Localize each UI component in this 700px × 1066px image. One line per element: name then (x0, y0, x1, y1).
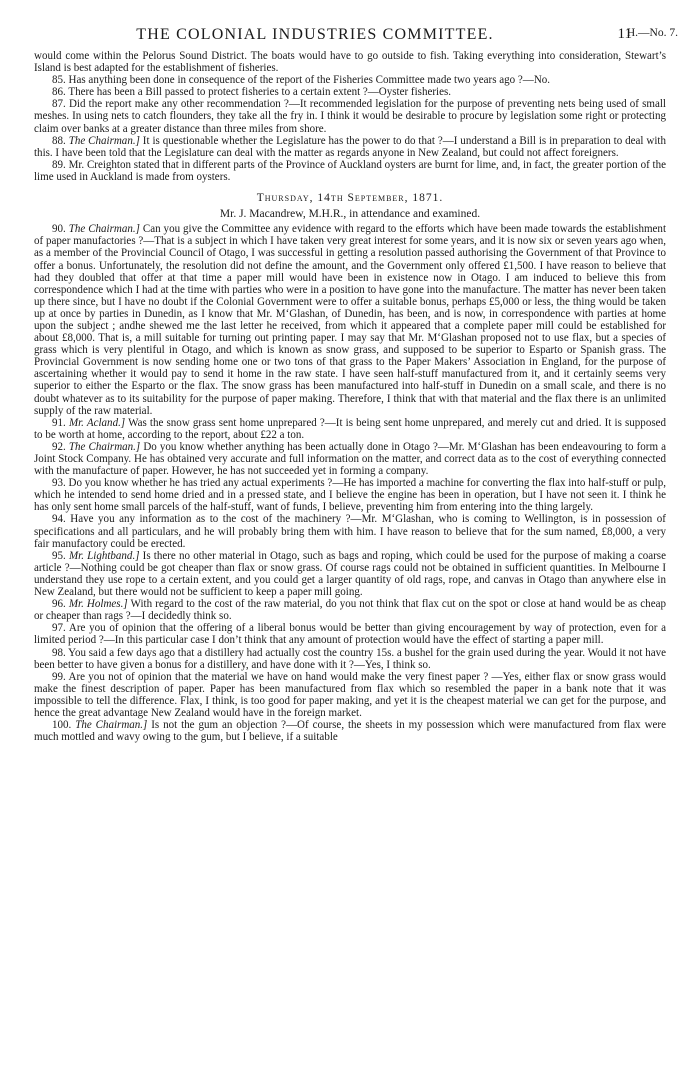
question-number: 94. (52, 513, 66, 526)
paragraph-text: Are you of opinion that the offering of a liberal bonus would be better than giving encouragement by way of protection, even for a limited period ?—In this particular case I don’t think that any amount of protection would have the effect of starting a paper mill. (34, 622, 666, 647)
paragraph-text: Has anything been done in consequence of the report of the Fisheries Committee made two years ago ?—No. (68, 74, 551, 87)
date-heading-text: Thursday, 14th September, 1871. (256, 192, 444, 205)
question-paragraph (34, 598, 666, 622)
paragraph-text: It is questionable whether the Legislature has the power to do that ?—I understand a Bill is in preparation to deal with this. I have been told that the Legislature can deal with the matter as regards anyone in New Zealand, but could not affect foreigners. (34, 134, 666, 159)
speaker-name: The Chairman.] (68, 134, 140, 147)
paragraph-text: Can you give the Committee any evidence with regard to the efforts which have been made towards the establishment of paper manufactories ?—That is a subject in which I have taken very great interest for some years, and it is now six or seven years ago when, as a member of the Provincial Council of Otago, I was successful in getting a resolution passed authorising the Government of that Province to offer a bonus. Unfortunately, the resolution did not define the amount, and the Government only offered £1,500. I have reason to believe that had they doubled that offer at that time a paper mill would have been in existence now in Otago. I am induced to believe this from correspondence which I had at the time with parties who were in a position to have gone into the manufacture. The matter has never been taken up there since, but I have no doubt if the Colonial Government were to offer a suitable bonus, perhaps £5,000 or less, the thing would be taken up at once by parties in Dunedin, as I know that Mr. M‘Glashan, of Dunedin, has been, and is now, in correspondence with parties at home upon the subject ; andhe shewed me the last letter he received, from which it appeared that a complete paper mill could be established for about £8,000. That is, a mill suitable for turning out printing paper. I may say that Mr. M‘Glashan proposed not to use flax, but a species of grass which is very plentiful in Otago, and which is known as snow grass, and supposed to be superior to Esparto or Spanish grass. The Provincial Government is now sending home one or two tons of that grass to the Paper Makers’ Association in England, for the purpose of ascertaining whether it would pay to send it home in the raw state. I have seen half-stuff manufactured from it, and it certainly seems very superior to either the Esparto or the flax. The snow grass has been manufactured into half-stuff in Dunedin on a small scale, and there is no doubt whatever as to its suitability for the purpose of paper making. Therefore, I think that with that material and the flax there is an unlimited supply of the raw material. (34, 223, 667, 417)
question-paragraph (34, 647, 666, 671)
question-paragraph (34, 671, 666, 719)
question-paragraph (34, 417, 666, 441)
paragraph-text: Is there no other material in Otago, such as bags and roping, which could be used for the purpose of making a coarse article ?—Nothing could be got cheaper than flax or snow grass. Of course rags could not be obtained in sufficient quantities. In Melbourne I understand they use rope to a certain extent, and you could get a larger quantity of old rags, rope, and canvas in Otago than anywhere else in New Zealand, but there would not be sufficient to keep a paper mill going. (34, 549, 666, 599)
speaker-name: Mr. Holmes.] (68, 598, 128, 611)
question-paragraph (34, 550, 666, 598)
speaker-name: Mr. Lightband.] (68, 549, 140, 562)
question-number: 89. (52, 158, 66, 171)
paragraphs-after (34, 223, 666, 743)
speaker-name: The Chairman.] (75, 719, 148, 732)
paragraph-text: With regard to the cost of the raw material, do you not think that flax cut on the spot or close at hand would be as cheap or cheaper than rags ?—I decidedly think so. (34, 598, 666, 623)
question-paragraph (34, 441, 666, 477)
paragraph-text: Are you not of opinion that the material we have on hand would make the very finest paper ? —Yes, either flax or snow grass would make the finest description of paper. Paper has been manufactured from flax which so resembled the paper in a bank note that it was impossible to tell the difference. Flax, I think, is too good for paper making, and yet it is the cheapest material we can get for the purpose, and hence the great advantage New Zealand would have in the foreign market. (34, 670, 666, 719)
paragraph-text: You said a few days ago that a distillery had actually cost the country 15s. a bushel for the grain used during the year. Would it not have been better to have given a bonus for a distillery, and have done with it ?—Yes, I think so. (34, 646, 666, 671)
document-reference: H.—No. 7. (626, 27, 678, 39)
question-number: 91. (52, 416, 66, 429)
document-page (34, 20, 678, 744)
witness-line: Mr. J. Macandrew, M.H.R., in attendance and examined. (219, 208, 481, 221)
paragraph-text: Was the snow grass sent home unprepared ?—It is being sent home unprepared, and merely cut and dried. It is supposed to be worth at home, according to the report, about £22 a ton. (34, 416, 667, 441)
question-number: 90. (52, 223, 66, 236)
paragraph-text: Did the report make any other recommendation ?—It recommended legislation for the purpose of preventing nets being used of small meshes. In using nets to catch flounders, they take all the fry in. I think it would be desirable to procure by legislation some right or protecting claim over banks at a greater distance than three miles from shore. (34, 98, 666, 135)
date-heading (34, 192, 666, 204)
question-number: 87. (52, 98, 66, 111)
question-number: 92. (52, 440, 66, 453)
question-paragraph (34, 135, 666, 159)
question-paragraph (34, 477, 666, 513)
paragraph-text: would come within the Pelorus Sound District. The boats would have to go outside to fish. Taking everything into consideration, Stewart’s Island is best adapted for the establishment of fisheries. (34, 50, 666, 75)
running-title: THE COLONIAL INDUSTRIES COMMITTEE. (136, 26, 494, 43)
speaker-name: The Chairman.] (68, 440, 141, 453)
question-paragraph (34, 622, 666, 646)
question-number: 86. (52, 86, 66, 99)
question-number: 95. (52, 549, 66, 562)
paragraph-text: Do you know whether anything has been actually done in Otago ?—Mr. M‘Glashan has been endeavouring to form a Joint Stock Company. He has obtained very accurate and full information on the matter, and correct data as to the cost of everything connected with the manufacture of paper. However, he has not succeeded yet in forming a company. (34, 440, 666, 478)
page-number: 11 (617, 26, 632, 42)
question-number: 96. (52, 598, 66, 611)
speaker-name: Mr. Acland.] (68, 416, 126, 429)
question-paragraph (34, 513, 666, 549)
question-paragraph (34, 98, 666, 134)
paragraph-text: Is not the gum an objection ?—Of course, the sheets in my possession which were manufactured from flax were much mottled and wavy owing to the gum, but I believe, if a suitable (34, 719, 666, 744)
paragraph-text: Have you any information as to the cost of the machinery ?—Mr. M‘Glashan, who is coming to Wellington, is in possession of specifications and all particulars, and he will probably bring them with him. I have reason to believe that for the sum named, £8,000, a very fair manufactory could be erected. (34, 513, 666, 550)
question-paragraph (34, 86, 666, 98)
question-number: 88. (52, 134, 66, 147)
paragraph-text: Mr. Creighton stated that in different parts of the Province of Auckland oysters are burnt for lime, and, in fact, the greater portion of the lime used in Auckland is made from oysters. (34, 158, 666, 183)
paragraph-text: There has been a Bill passed to protect fisheries to a certain extent ?—Oyster fisheries. (68, 86, 451, 99)
question-number: 99. (52, 670, 66, 683)
question-number: 85. (52, 74, 66, 87)
speaker-name: The Chairman.] (68, 223, 140, 236)
paragraphs-before (34, 50, 666, 183)
question-number: 97. (52, 622, 66, 635)
body-text (34, 50, 666, 743)
paragraph-text: Do you know whether he has tried any actual experiments ?—He has imported a machine for converting the flax into half-stuff or pulp, which he intended to send home dried and in a pressed state, and I believe the engine has been in operation, but I have not seen it. I think he has only sent home small parcels of the half-stuff, want of funds, I believe, preventing him from entering into the thing largely. (34, 477, 666, 514)
question-paragraph (34, 223, 666, 417)
question-number: 93. (52, 477, 66, 490)
question-paragraph (34, 50, 666, 74)
question-paragraph (34, 159, 666, 183)
question-number: 98. (52, 646, 66, 659)
question-paragraph (34, 719, 666, 743)
question-number: 100. (52, 719, 72, 732)
page-header (34, 20, 678, 50)
question-paragraph (34, 74, 666, 86)
